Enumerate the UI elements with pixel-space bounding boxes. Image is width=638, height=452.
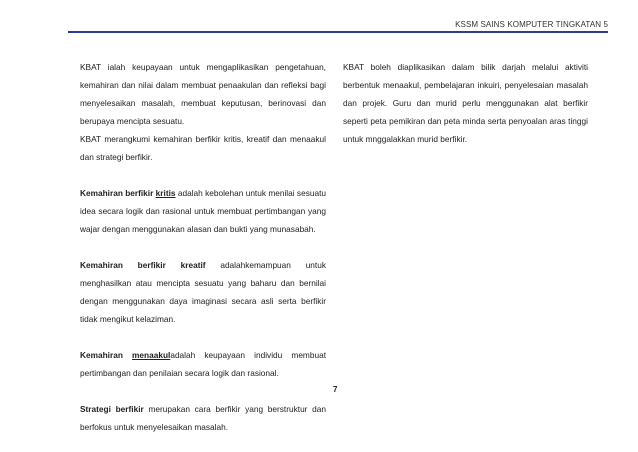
kreatif-paragraph [80,256,326,328]
strategi-text: merupakan cara berfikir yang berstruktur dan berfokus untuk menyelesaikan masalah. [80,404,326,432]
header-rule [68,31,608,33]
kreatif-text: adalahkemampuan untuk menghasilkan atau mencipta sesuatu yang baharu dan bernilai dengan menggunakan daya imaginasi secara asli serta berfikir tidak mengikut kelaziman. [80,260,326,324]
kritis-text: adalah kebolehan untuk menilai sesuatu idea secara logik dan rasional untuk membuat pertimbangan yang wajar dengan menggunakan alasan dan bukti yang munasabah. [80,188,326,234]
kritis-term: Kemahiran berfikir [80,188,154,198]
kritis-paragraph [80,184,326,238]
left-column [80,58,326,436]
kreatif-word: kreatif [180,260,206,270]
strategi-paragraph [80,400,326,436]
kreatif-term: Kemahiran berfikir [80,260,166,270]
application-paragraph: KBAT boleh diaplikasikan dalam bilik darjah melalui aktiviti berbentuk menaakul, pembelajaran inkuiri, penyelesaian masalah dan projek. Guru dan murid perlu menggunakan alat berfikir seperti peta pemikiran dan peta minda serta penyoalan aras tinggi untuk mnggalakkan murid berfikir. [343,62,588,144]
kritis-word: kritis [155,188,176,198]
menaakul-paragraph [80,346,326,382]
right-column [343,58,588,148]
page-number: 7 [333,385,338,394]
menaakul-text: adalah keupayaan individu membuat pertimbangan dan penilaian secara logik dan rasional. [80,350,326,378]
kbat-scope-paragraph: KBAT merangkumi kemahiran berfikir kritis, kreatif dan menaakul dan strategi berfikir. [80,134,326,162]
document-header: KSSM SAINS KOMPUTER TINGKATAN 5 [455,20,608,29]
menaakul-term: Kemahiran [80,350,123,360]
strategi-term: Strategi berfikir [80,404,144,414]
kbat-definition-paragraph: KBAT ialah keupayaan untuk mengaplikasikan pengetahuan, kemahiran dan nilai dalam membuat penaakulan dan refleksi bagi menyelesaikan masalah, membuat keputusan, berinovasi dan berupaya mencipta sesuatu. [80,62,326,126]
menaakul-word: menaakul [132,350,171,360]
